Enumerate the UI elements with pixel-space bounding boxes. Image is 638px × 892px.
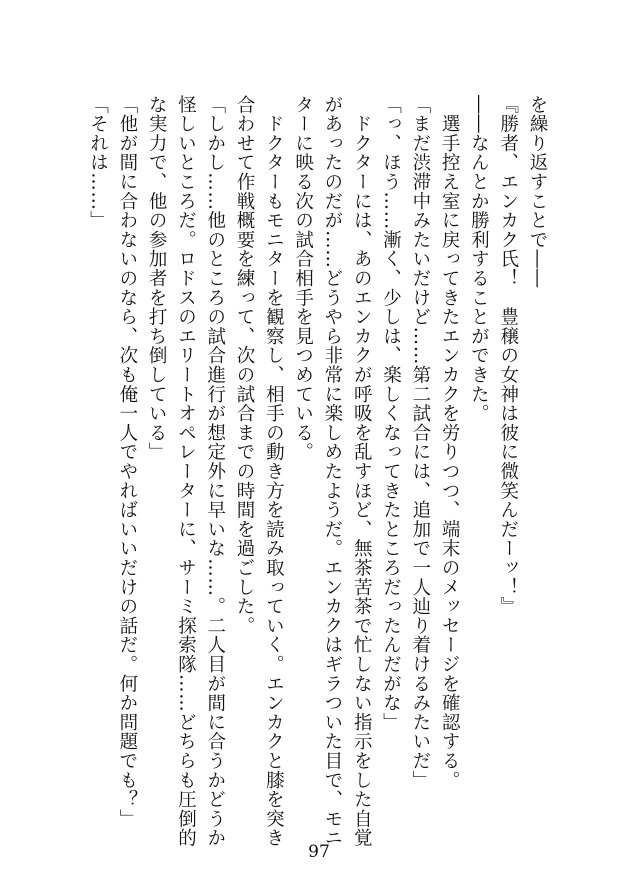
- text-line-5: 「まだ渋滞中みたいだけど……第二試合には、追加で一人辿り着けるみたいだ」: [409, 95, 431, 790]
- page-number: 97: [308, 842, 330, 862]
- text-line-15: 「他が間に合わないのなら、次も俺一人でやればいいだけの話だ。何か問題でも？」: [116, 95, 138, 829]
- text-line-3: ――なんとか勝利することができた。: [468, 95, 490, 424]
- text-line-7: ドクターには、あのエンカクが呼吸を乱すほど、無茶苦茶で忙しない指示をした自覚: [351, 95, 373, 848]
- text-line-13: 怪しいところだ。ロドスのエリートオペレーターに、サーミ探索隊……どちらも圧倒的: [175, 95, 197, 848]
- text-line-1: を繰り返すことで――: [527, 95, 548, 288]
- text-line-11: 合わせて作戦概要を練って、次の試合までの時間を過ごした。: [234, 95, 256, 636]
- text-line-12: 「しかし……他のところの試合進行が想定外に早いな……。二人目が間に合うかどうか: [204, 95, 226, 848]
- vertical-text-body: [82, 95, 552, 848]
- text-line-16: 「それは……」: [87, 95, 109, 231]
- text-line-4: 選手控え室に戻ってきたエンカクを労りつつ、端末のメッセージを確認する。: [439, 95, 461, 790]
- text-line-2: 『勝者、エンカク氏！ 豊穣の女神は彼に微笑んだーッ！』: [497, 95, 519, 617]
- text-line-9: ターに映る次の試合相手を見つめている。: [292, 95, 314, 462]
- text-line-6: 「っ、ほう……漸く、少しは、楽しくなってきたところだったんだがな」: [380, 95, 402, 732]
- text-line-10: ドクターもモニターを観察し、相手の動き方を読み取っていく。エンカクと膝を突き: [263, 95, 285, 848]
- text-line-14: な実力で、他の参加者を打ち倒している」: [146, 95, 168, 462]
- text-line-8: があったのだが……どうやら非常に楽しめたようだ。エンカクはギラついた目で、モニ: [321, 95, 343, 848]
